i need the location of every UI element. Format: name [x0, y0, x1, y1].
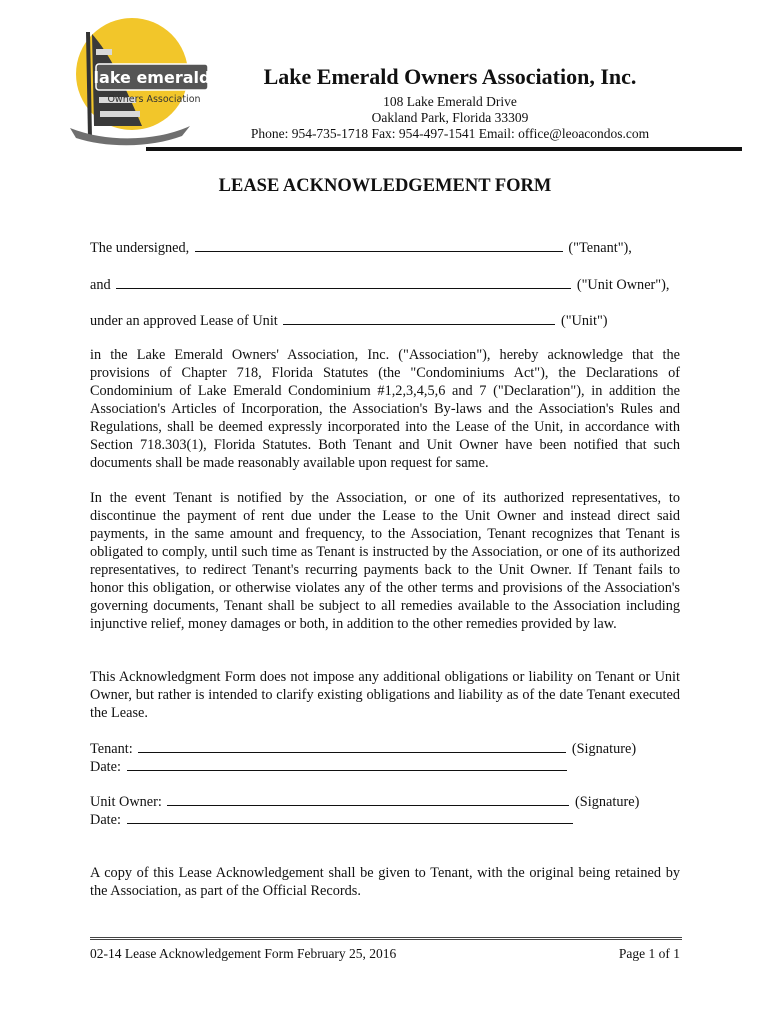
tenant-date-row — [90, 758, 569, 776]
footer-divider — [90, 937, 682, 942]
owner-name-blank[interactable] — [116, 276, 571, 289]
org-name: Lake Emerald Owners Association, Inc. — [263, 64, 637, 89]
tenant-date-blank[interactable] — [127, 758, 567, 771]
form-title: LEASE ACKNOWLEDGEMENT FORM — [218, 176, 552, 196]
logo-text-sub: Owners Association — [107, 94, 201, 105]
tenant-signature-label: Tenant: — [90, 741, 133, 757]
org-address-line2: Oakland Park, Florida 33309 — [371, 110, 529, 125]
tenant-signature-row — [90, 740, 636, 758]
tenant-field-suffix: ("Tenant"), — [568, 240, 632, 256]
tenant-signature-blank[interactable] — [138, 740, 566, 753]
owner-signature-blank[interactable] — [167, 793, 569, 806]
unit-field-label: under an approved Lease of Unit — [90, 313, 278, 329]
header-divider — [146, 147, 742, 151]
acknowledgement-paragraph: in the Lake Emerald Owners' Association, Inc. ("Association"), hereby acknowledge that the provisions of Chapter 718, Florida Statutes (the "Condominiums Act"), the Declarations of Condominium of Lake Emerald Condominium #1,2,3,4,5,6 and 7 ("Declaration"), in addition the Association's Articles of Incorporation, the Association's By-laws and the Association's Rules and Regulations, shall be deemed expressly incorporated into the Lease of the Unit, in accordance with Section 718.303(1), Florida Statutes. Both Tenant and Unit Owner have been notified that such documents shall be made reasonably available upon request for same. — [90, 347, 680, 471]
tenant-field-label: The undersigned, — [90, 240, 190, 256]
owner-field-label: and — [90, 277, 111, 293]
owner-field-row — [90, 276, 669, 294]
org-contact-line: Phone: 954-735-1718 Fax: 954-497-1541 Email: office@leoacondos.com — [250, 126, 650, 141]
footer-document-reference: 02-14 Lease Acknowledgement Form February 25, 2016 — [90, 946, 397, 961]
org-address-line1: 108 Lake Emerald Drive — [383, 94, 517, 109]
no-additional-obligations-paragraph: This Acknowledgment Form does not impose any additional obligations or liability on Tenant or Unit Owner, but rather is intended to clarify existing obligations and liability as of the date Tenant executed the Lease. — [90, 669, 680, 721]
owner-date-label: Date: — [90, 812, 121, 828]
unit-field-row — [90, 312, 608, 330]
tenant-signature-suffix: (Signature) — [571, 741, 637, 757]
logo-mast — [88, 32, 90, 138]
owner-date-row — [90, 811, 575, 829]
unit-number-blank[interactable] — [283, 312, 555, 325]
tenant-date-label: Date: — [90, 759, 121, 775]
rent-redirection-paragraph: In the event Tenant is notified by the Association, or one of its authorized representatives, to discontinue the payment of rent due under the Lease to the Unit Owner and instead direct said payments, in the same amount and frequency, to the Association, Tenant recognizes that Tenant is obligated to comply, until such time as Tenant is instructed by the Association, or one of its authorized representatives, to redirect Tenant's recurring payments back to the Unit Owner. If Tenant fails to honor this obligation, or otherwise violates any of the other terms and provisions of the Association's governing documents, Tenant shall be subject to all remedies available to the Association including injunctive relief, money damages or both, in addition to the other remedies provided by law. — [90, 490, 680, 632]
owner-date-blank[interactable] — [127, 811, 573, 824]
unit-field-suffix: ("Unit") — [560, 313, 608, 329]
copy-retention-paragraph: A copy of this Lease Acknowledgement shall be given to Tenant, with the original being retained by the Association, as part of the Official Records. — [90, 865, 680, 899]
footer-page-number: Page 1 of 1 — [618, 946, 680, 961]
owner-signature-suffix: (Signature) — [575, 794, 640, 810]
owner-signature-label: Unit Owner: — [90, 794, 162, 810]
logo-text-main: lake emerald — [93, 68, 211, 87]
owner-signature-row — [90, 793, 639, 811]
owner-field-suffix: ("Unit Owner"), — [576, 277, 670, 293]
tenant-name-blank[interactable] — [195, 239, 563, 252]
tenant-field-row — [90, 239, 632, 257]
